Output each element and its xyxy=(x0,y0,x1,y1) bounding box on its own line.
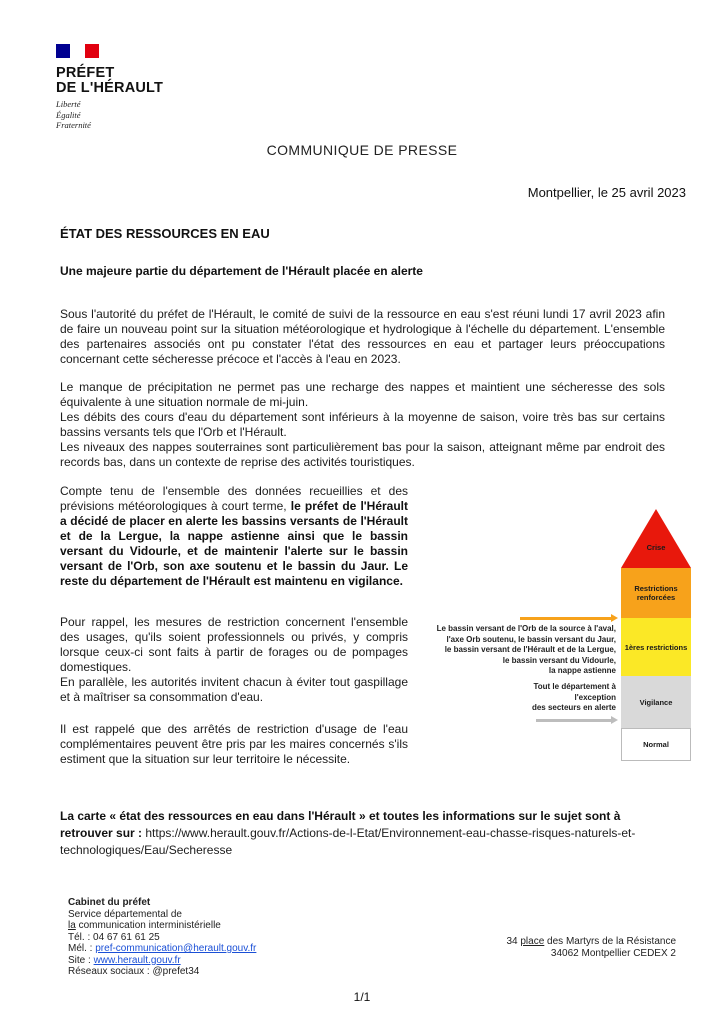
motto-liberte: Liberté xyxy=(56,99,81,109)
alert-zone-line: le bassin versant du Vidourle, xyxy=(502,655,616,665)
alert-zone-line: la nappe astienne xyxy=(548,666,616,675)
address-number: 34 xyxy=(506,936,521,947)
alert-level-diagram xyxy=(621,509,691,761)
vigilance-zones-note xyxy=(500,682,616,714)
situation-line-3: Les niveaux des nappes souterraines sont particulièrement bas pour la saison, atteignant même par endroit des records bas, dans un contexte de reprise des activités touristiques. xyxy=(60,440,665,469)
alert-zone-line: Le bassin versant de l'Orb de la source à l'aval, xyxy=(436,624,616,633)
social-handle: Réseaux sociaux : @prefet34 xyxy=(68,966,200,977)
motto-fraternite: Fraternité xyxy=(56,120,91,130)
situation-line-1: Le manque de précipitation ne permet pas une recharge des nappes et maintient une sécheresse des sols équivalente à une situation normale de mi-juin. xyxy=(60,380,665,409)
email-line xyxy=(68,943,256,955)
restrictions-line-2: En parallèle, les autorités invitent chacun à éviter tout gaspillage et à maîtriser sa consommation d'eau. xyxy=(60,675,408,704)
institution-line-1: PRÉFET xyxy=(56,65,115,81)
postal-address xyxy=(506,936,676,960)
address-line-1 xyxy=(506,936,676,948)
level-normal: Normal xyxy=(621,728,691,761)
institution-name xyxy=(56,66,163,96)
service-line-1: Service départemental de xyxy=(68,908,182,920)
page-number: 1/1 xyxy=(353,990,371,1004)
address-place: place xyxy=(520,936,545,947)
alert-zone-line: l'axe Orb soutenu, le bassin versant du Jaur, xyxy=(446,634,616,644)
alert-zone-line: le bassin versant de l'Hérault et de la Lergue, xyxy=(444,645,616,654)
alert-zones-note xyxy=(418,624,616,677)
crise-level-triangle xyxy=(621,509,691,568)
intro-text: Sous l'autorité du préfet de l'Hérault, le comité de suivi de la ressource en eau s'est réuni lundi 17 avril 2023 afin de faire un nouveau point sur la situation météorologique et hydrologique à l'échelle du département. L'ensemble des partenaires associés ont pu constater l'état des ressources en eau et partager leurs préoccupations concernant cette sécheresse précoce et l'accès à l'eau en 2023. xyxy=(60,307,665,366)
map-link-paragraph xyxy=(60,808,660,859)
contact-block xyxy=(68,897,256,978)
page-subtitle: Une majeure partie du département de l'Hérault placée en alerte xyxy=(60,264,423,278)
office-name: Cabinet du préfet xyxy=(68,897,151,908)
mayors-text: Il est rappelé que des arrêtés de restriction d'usage de l'eau complémentaires peuvent être pris par les maires concernés s'ils estiment que la situation sur leur territoire le nécessite. xyxy=(60,722,408,766)
level-vigilance: Vigilance xyxy=(621,676,691,728)
vigilance-zone-line: Tout le département à xyxy=(533,682,616,691)
document-type: COMMUNIQUE DE PRESSE xyxy=(266,142,458,158)
level-crise: Crise xyxy=(646,543,666,552)
restrictions-line-1: Pour rappel, les mesures de restriction concernent l'ensemble des usages, qu'ils soient professionnels ou privés, y compris lorsque ceux-ci sont faits à partir de forages ou de pompages domestiques. xyxy=(60,615,408,674)
email-link[interactable]: pref-communication@herault.gouv.fr xyxy=(95,943,257,954)
decision-paragraph xyxy=(60,484,408,589)
vigilance-zone-line: l'exception xyxy=(574,692,616,702)
map-link-url[interactable]: https://www.herault.gouv.fr/Actions-de-l-Etat/Environnement-eau-chasse-risques-naturels-et-technologiques/Eau/Secheresse xyxy=(60,826,636,857)
situation-paragraph xyxy=(60,380,665,470)
french-flag-logo xyxy=(56,44,99,58)
vigilance-zone-line: des secteurs en alerte xyxy=(531,703,616,712)
alert-arrow-icon xyxy=(520,617,612,620)
service-line-2 xyxy=(68,920,256,932)
institution-line-2: DE L'HÉRAULT xyxy=(56,80,164,96)
level-premieres-restrictions: 1ères restrictions xyxy=(621,618,691,676)
site-line xyxy=(68,955,256,967)
motto-egalite: Égalité xyxy=(56,109,81,120)
intro-paragraph xyxy=(60,307,665,367)
service-line-2-la: la xyxy=(68,920,76,931)
restrictions-paragraph xyxy=(60,615,408,705)
mayors-paragraph xyxy=(60,722,408,767)
situation-line-2: Les débits des cours d'eau du département sont inférieurs à la moyenne de saison, voire très bas sur certains bassins versants tels que l'Orb et l'Hérault. xyxy=(60,410,665,439)
email-label: Mél. : xyxy=(68,943,96,954)
vigilance-arrow-icon xyxy=(536,719,612,722)
phone-number: Tél. : 04 67 61 61 25 xyxy=(68,931,160,943)
page-title: ÉTAT DES RESSOURCES EN EAU xyxy=(60,226,270,241)
address-line-2: 34062 Montpellier CEDEX 2 xyxy=(550,948,676,959)
site-link[interactable]: www.herault.gouv.fr xyxy=(93,954,181,966)
address-street: des Martyrs de la Résistance xyxy=(544,936,676,947)
decision-intro: Compte tenu de l'ensemble des données recueillies et des prévisions météorologiques à court terme, xyxy=(60,484,408,513)
republic-motto xyxy=(56,99,91,131)
site-label: Site : xyxy=(68,954,94,966)
map-link-intro: La carte « état des ressources en eau dans l'Hérault » et toutes les informations sur le sujet sont à retrouver sur : xyxy=(60,809,621,840)
service-line-2-rest: communication interministérielle xyxy=(75,920,221,931)
decision-bold: le préfet de l'Hérault a décidé de placer en alerte les bassins versants de l'Hérault et de la Lergue, la nappe astienne ainsi que le bassin versant du Vidourle, et de maintenir l'alerte sur le bassin versant de l'Orb, son axe soutenu et le bassin du Jaur. Le reste du département de l'Hérault est maintenu en vigilance. xyxy=(60,499,408,588)
document-date: Montpellier, le 25 avril 2023 xyxy=(527,185,686,200)
level-restrictions-renforcees: Restrictions renforcées xyxy=(621,568,691,618)
